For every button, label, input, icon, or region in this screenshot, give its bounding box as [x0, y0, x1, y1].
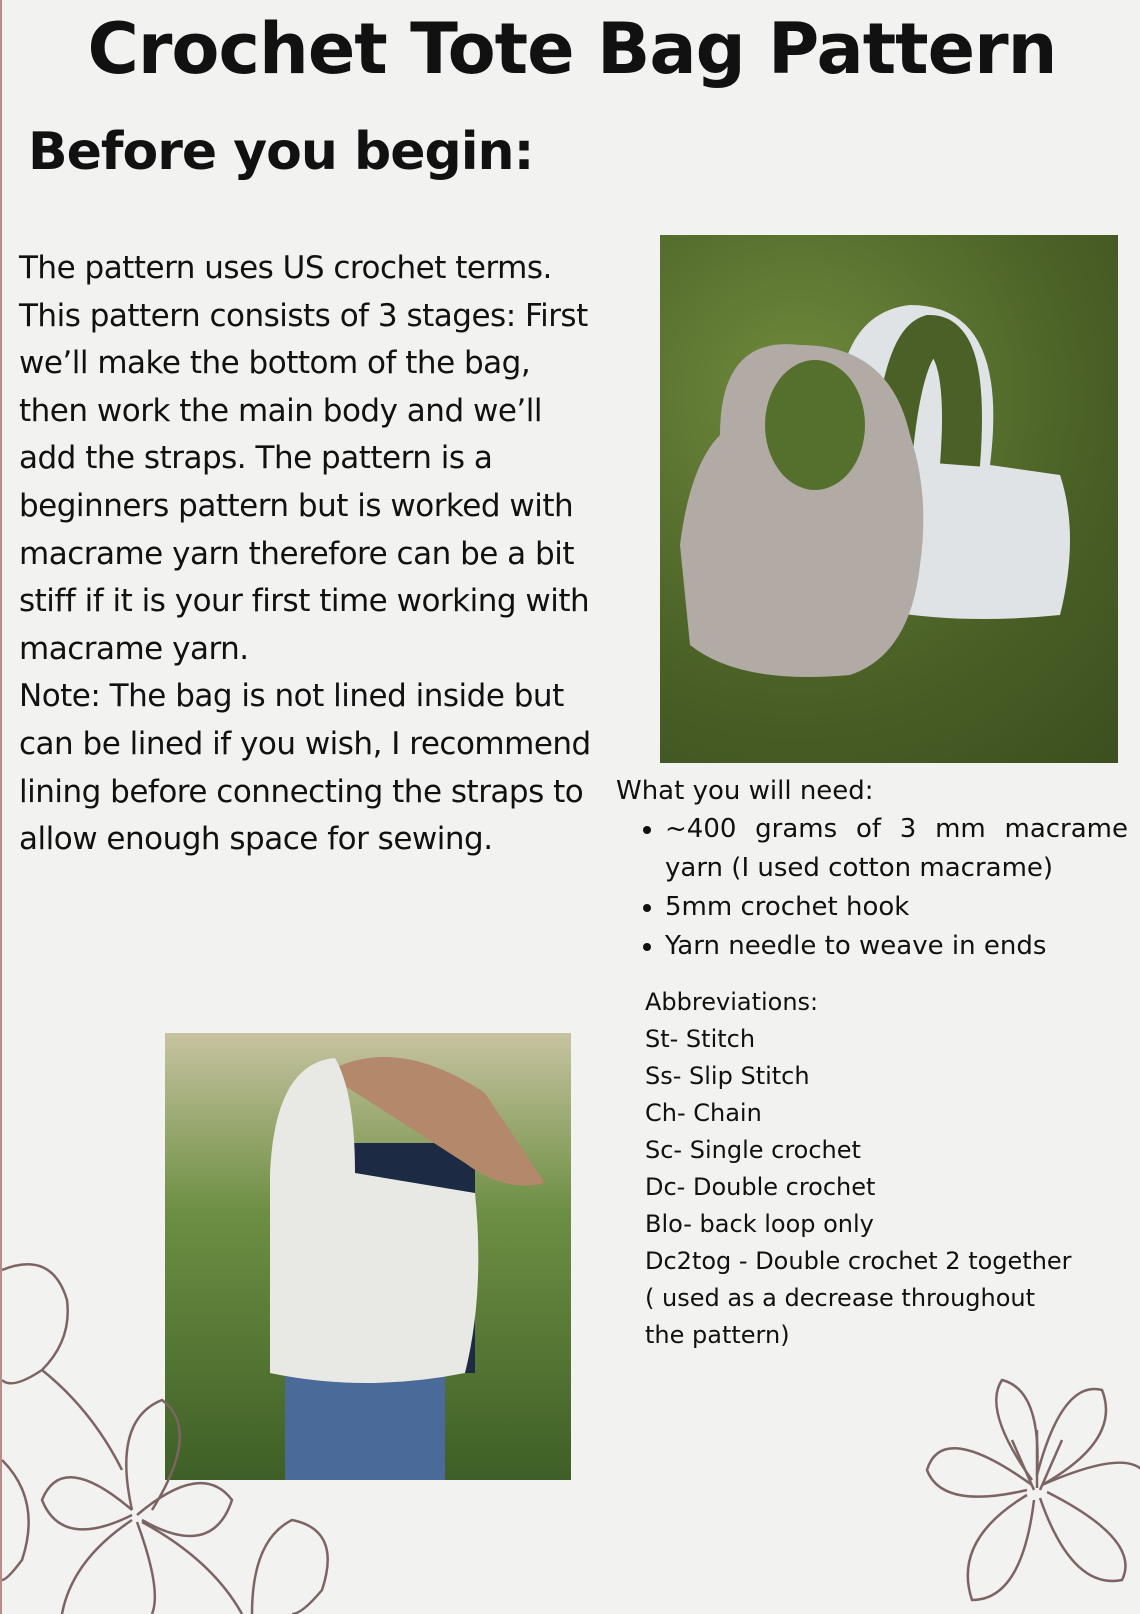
bags-on-grass-photo	[660, 235, 1118, 763]
page-title: Crochet Tote Bag Pattern	[87, 8, 1057, 90]
list-item: Ch- Chain	[645, 1099, 762, 1127]
intro-text	[19, 245, 599, 864]
intro-paragraph: This pattern consists of 3 stages: First we’ll make the bottom of the bag, then work the main body and we’ll add the straps. The pattern is a beginners pattern but is worked with macrame yarn therefore can be a bit stiff if it is your first time working with macrame yarn.	[19, 297, 590, 667]
intro-paragraph: Note: The bag is not lined inside but can be lined if you wish, I recommend lining before connecting the straps to allow enough space for sewing.	[19, 678, 591, 858]
list-item: • ~400 grams of 3 mm macrame yarn (I used cotton macrame)	[665, 810, 1128, 888]
list-item: Dc2tog - Double crochet 2 together ( used as a decrease throughout the pattern)	[645, 1247, 1072, 1349]
list-item: • Yarn needle to weave in ends	[665, 927, 1128, 966]
materials-list	[616, 776, 1128, 966]
materials-heading: What you will need:	[616, 776, 874, 806]
list-item: Sc- Single crochet	[645, 1136, 861, 1164]
list-item: St- Stitch	[645, 1025, 756, 1053]
flower-decoration-icon	[2, 1260, 362, 1614]
abbreviations-heading: Abbreviations:	[645, 988, 819, 1016]
intro-paragraph: The pattern uses US crochet terms.	[19, 250, 552, 286]
list-item: Ss- Slip Stitch	[645, 1062, 810, 1090]
list-item: Dc- Double crochet	[645, 1173, 876, 1201]
section-heading: Before you begin:	[28, 122, 534, 182]
list-item: • 5mm crochet hook	[665, 888, 1128, 927]
flower-decoration-icon	[922, 1370, 1140, 1614]
list-item: Blo- back loop only	[645, 1210, 874, 1238]
abbreviations-list	[645, 984, 1075, 1354]
